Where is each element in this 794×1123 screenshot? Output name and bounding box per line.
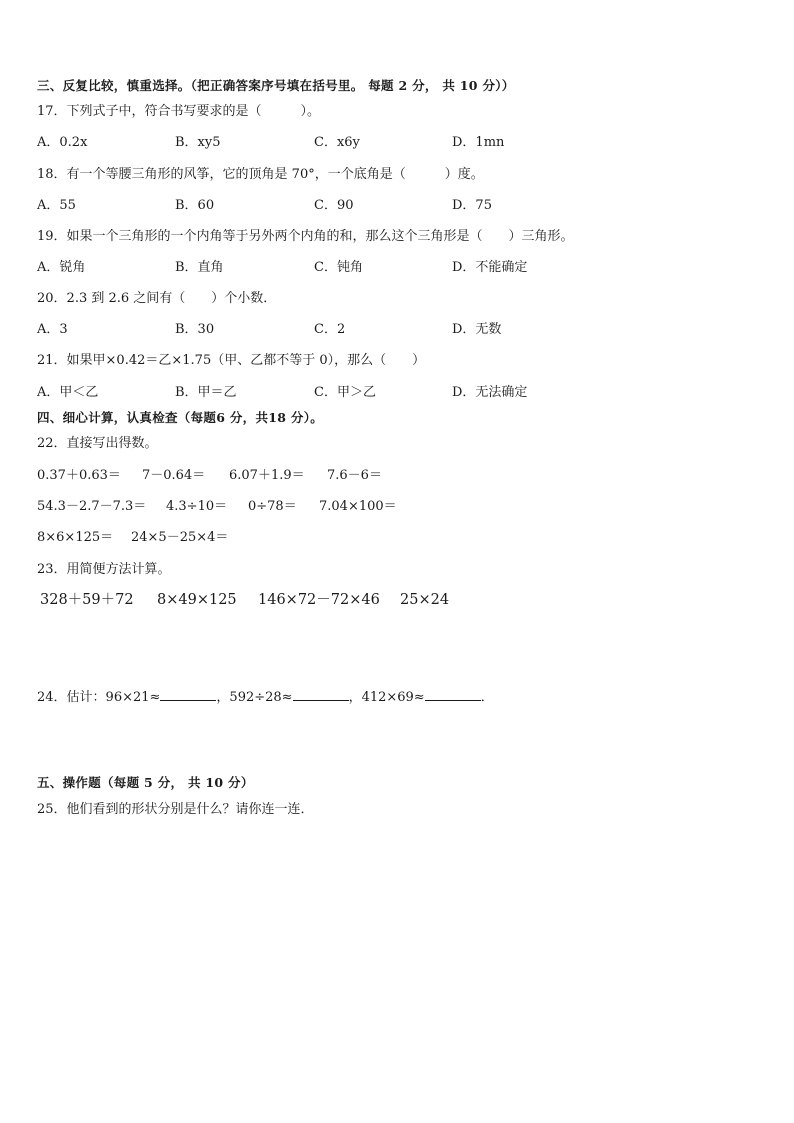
question-21-stem: 21．如果甲×0.42＝乙×1.75（甲、乙都不等于 0），那么（ ）: [37, 353, 426, 368]
q24-end: ．: [480, 690, 494, 705]
q17-option-b: B．xy5: [175, 135, 221, 150]
question-24: [37, 687, 494, 707]
q18-option-b: B．60: [175, 198, 215, 213]
q18-option-d: D．75: [452, 198, 492, 213]
q21-option-c: C．甲＞乙: [314, 385, 376, 400]
q19-option-d: D．不能确定: [452, 260, 528, 275]
q22-calc-4: 7.6－6＝: [327, 468, 382, 483]
q22-calc-8: 7.04×100＝: [319, 499, 397, 514]
section-heading-4: 四、细心计算，认真检查（每题6 分，共18 分）。: [37, 410, 324, 425]
q20-option-d: D．无数: [452, 322, 502, 337]
q18-option-c: C．90: [314, 198, 354, 213]
q22-calc-6: 4.3÷10＝: [166, 499, 228, 514]
q17-option-d: D．1mn: [452, 135, 505, 150]
q23-item-1: 328＋59＋72: [40, 592, 134, 608]
q21-option-a: A．甲＜乙: [37, 385, 99, 400]
question-23-stem: 23．用简便方法计算。: [37, 562, 171, 577]
q21-option-b: B．甲＝乙: [175, 385, 237, 400]
q24-prefix: 24．估计：96×21≈: [37, 690, 161, 705]
q22-calc-3: 6.07＋1.9＝: [229, 468, 305, 483]
q24-mid-1: ，592÷28≈: [216, 690, 293, 705]
q17-option-c: C．x6y: [314, 135, 360, 150]
q22-calc-1: 0.37＋0.63＝: [37, 468, 121, 483]
q20-option-c: C．2: [314, 322, 346, 337]
section-heading-3: 三、反复比较，慎重选择。（把正确答案序号填在括号里。 每题 2 分， 共 10 分））: [37, 78, 515, 93]
q22-calc-10: 24×5－25×4＝: [131, 530, 229, 545]
q20-option-a: A．3: [37, 322, 68, 337]
question-25-stem: 25．他们看到的形状分别是什么？请你连一连．: [37, 802, 314, 817]
section-heading-5: 五、操作题（每题 5 分， 共 10 分）: [37, 775, 254, 790]
question-18-stem: 18．有一个等腰三角形的风筝，它的顶角是 70°，一个底角是（ ）度。: [37, 167, 484, 182]
q17-option-a: A．0.2x: [37, 135, 88, 150]
q24-answer-blank-3[interactable]: [425, 687, 481, 701]
q24-mid-2: ，412×69≈: [348, 690, 425, 705]
question-19-stem: 19．如果一个三角形的一个内角等于另外两个内角的和，那么这个三角形是（ ）三角形。: [37, 229, 574, 244]
q18-option-a: A．55: [37, 198, 76, 213]
q23-item-4: 25×24: [400, 592, 450, 608]
q22-calc-9: 8×6×125＝: [37, 530, 114, 545]
q22-calc-7: 0÷78＝: [248, 499, 297, 514]
question-22-stem: 22．直接写出得数。: [37, 436, 158, 451]
q20-option-b: B．30: [175, 322, 215, 337]
question-20-stem: 20．2.3 到 2.6 之间有（ ）个小数．: [37, 291, 277, 306]
q21-option-d: D．无法确定: [452, 385, 528, 400]
q23-item-2: 8×49×125: [157, 592, 237, 608]
q19-option-b: B．直角: [175, 260, 224, 275]
q19-option-c: C．钝角: [314, 260, 363, 275]
q23-item-3: 146×72－72×46: [258, 592, 380, 608]
q22-calc-2: 7－0.64＝: [142, 468, 206, 483]
q24-answer-blank-1[interactable]: [160, 687, 216, 701]
question-17-stem: 17．下列式子中，符合书写要求的是（ ）。: [37, 104, 321, 119]
q24-answer-blank-2[interactable]: [293, 687, 349, 701]
q22-calc-5: 54.3－2.7－7.3＝: [37, 499, 147, 514]
q19-option-a: A．锐角: [37, 260, 86, 275]
